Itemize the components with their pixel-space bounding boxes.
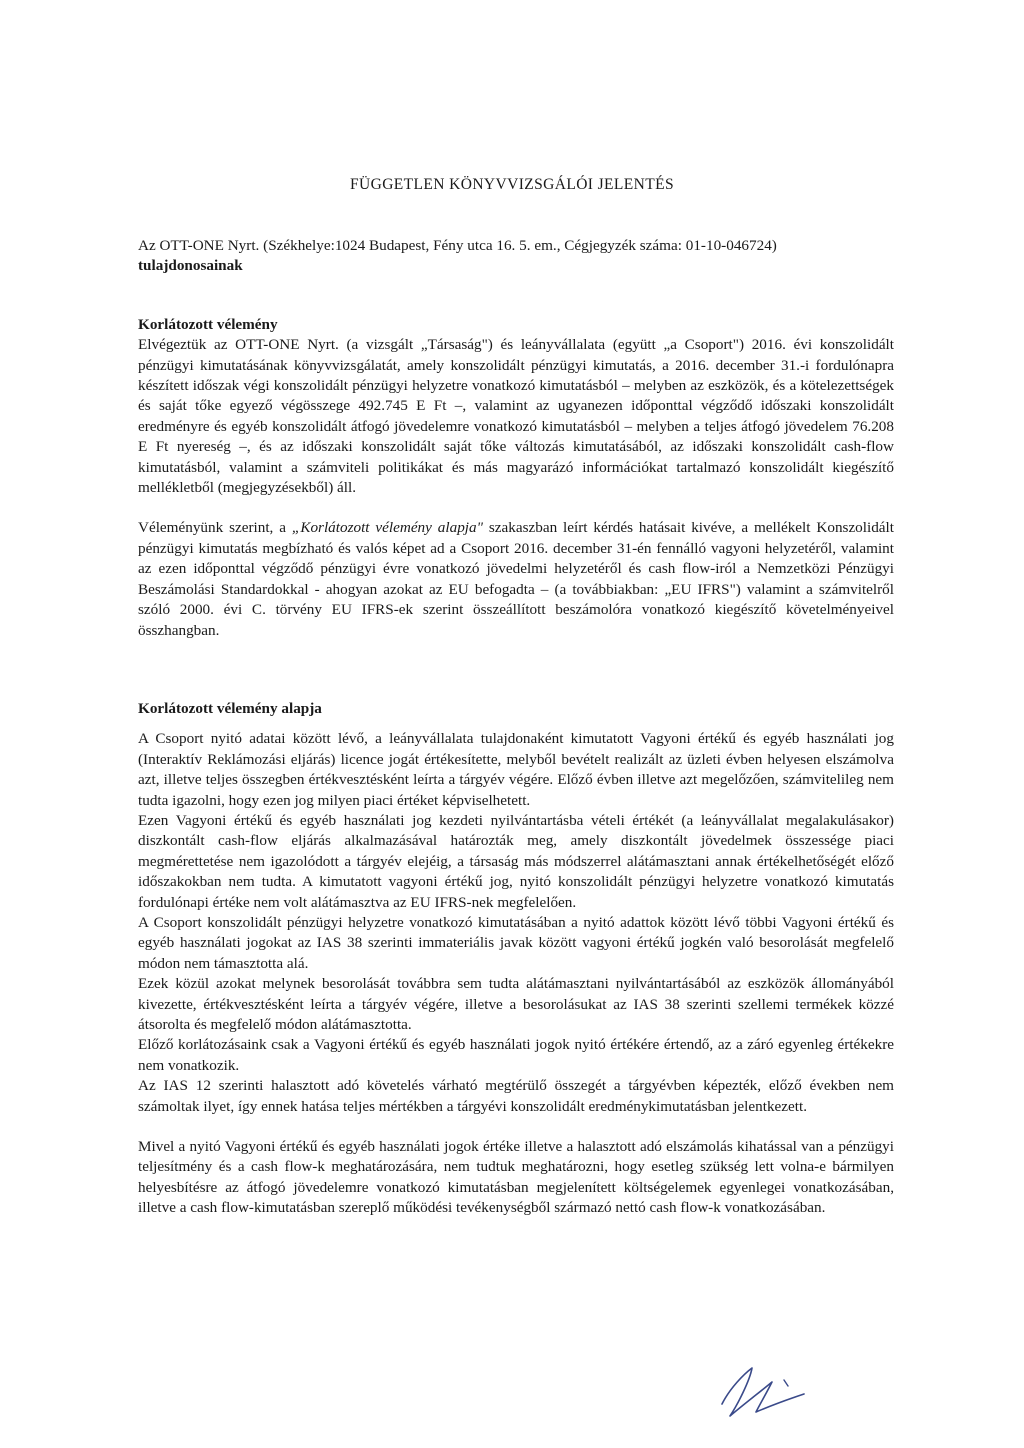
basis-paragraph-4: Ezek közül azokat melynek besorolását továbbra sem tudta alátámasztani nyilvántartásából az eszközök állományából kivezette, értékvesztésként leírta a tárgyév végére, illetve a besorolásukat az IAS 38 szerinti szellemi termékek közzé átsorolta és megfelelő módon alátámasztotta. (138, 975, 894, 1033)
handwritten-signature-icon (700, 1360, 820, 1422)
section-heading-opinion: Korlátozott vélemény (138, 315, 278, 333)
basis-paragraph-5: Előző korlátozásaink csak a Vagyoni értékű és egyéb használati jogok nyitó értékére értendő, az a záró egyenleg értékekre nem vonatkozik. (138, 1036, 894, 1074)
report-body (138, 236, 894, 1219)
opinion-paragraph-1: Elvégeztük az OTT-ONE Nyrt. (a vizsgált „Társaság") és leányvállalata (együtt „a Csoport") 2016. évi konszolidált pénzügyi kimutatásának könyvvizsgálatát, amely konszolidált pénzügyi kimutatás, a 2016. december 31.-i fordulónapra készített időszak végi konszolidált pénzügyi helyzetre vonatkozó kimutatásból – melyben az eszközök, és a kötelezettségek és saját tőke egyező végösszege 492.745 E Ft –, valamint az ugyanezen időponttal végződő időszaki konszolidált eredményre és egyéb konszolidált átfogó jövedelemre vonatkozó kimutatásból – melyben a teljes átfogó jövedelem 76.208 E Ft nyereség –, és az időszaki konszolidált saját tőke változás kimutatásából, az időszaki konszolidált cash-flow kimutatásból, valamint a számviteli politikákat és más magyarázó információkat tartalmazó konszolidált kiegészítő mellékletből (megjegyzésekből) áll. (138, 336, 894, 497)
addressee-recipients: tulajdonosainak (138, 257, 243, 275)
section-heading-basis: Korlátozott vélemény alapja (138, 699, 322, 717)
basis-paragraph-2: Ezen Vagyoni értékű és egyéb használati jog kezdeti nyilvántartásba vételi értékét (a leányvállalat megalakulásakor) diszkontált cash-flow eljárás alkalmazásával határozták meg, amely diszkontált jövedelmek összessége piaci megmérettetése nem igazolódott a tárgyév elejéig, a társaság más módszerrel alátámasztani annak értékelhetőségét előző időszakokban nem tudta. A kimutatott vagyoni értékű jog, nyitó konszolidált pénzügyi helyzetre vonatkozó kimutatás fordulónapi értéke nem volt alátámasztva az EU IFRS-nek megfelelően. (138, 811, 894, 911)
basis-paragraph-3: A Csoport konszolidált pénzügyi helyzetre vonatkozó kimutatásában a nyitó adattok között lévő többi Vagyoni értékű és egyéb használati jogokat az IAS 38 szerinti immateriális javak között vagyoni értékű jogkén való besorolását megfelelő módon nem támasztotta alá. (138, 913, 894, 972)
opinion-paragraph-2-reference: „Korlátozott vélemény alapja" (291, 519, 483, 537)
addressee-line: Az OTT-ONE Nyrt. (Székhelye:1024 Budapest, Fény utca 16. 5. em., Cégjegyzék száma: 01-10-046724) (138, 237, 777, 254)
report-title: FÜGGETLEN KÖNYVVIZSGÁLÓI JELENTÉS (349, 176, 675, 193)
opinion-paragraph-2-lead: Véleményünk szerint, a (138, 519, 292, 537)
opinion-paragraph-2-rest: szakaszban leírt kérdés hatásait kivéve, a mellékelt Konszolidált pénzügyi kimutatás megbízható és valós képet ad a Csoport 2016. december 31-én fennálló vagyoni helyzetéről, valamint az ezen időponttal végződő pénzügyi évre vonatkozó jövedelmi helyzetéről és cash flow-iról a Nemzetközi Pénzügyi Beszámolási Standardokkal - ahogyan azokat az EU befogadta – (a továbbiakban: „EU IFRS") valamint a számvitelről szóló 2000. évi C. törvény EU IFRS-ek szerint összeállított beszámolóra vonatkozó kiegészítő követelményeivel összhangban. (138, 519, 894, 639)
basis-paragraph-6: Az IAS 12 szerinti halasztott adó követelés várható megtérülő összegét a tárgyévben képezték, előző években nem számoltak ilyet, így ennek hatása teljes mértékben a tárgyévi konszolidált eredménykimutatásban jelentkezett. (138, 1077, 894, 1115)
opinion-paragraph-2 (138, 518, 894, 640)
basis-paragraph-7: Mivel a nyitó Vagyoni értékű és egyéb használati jogok értéke illetve a halasztott adó elszámolás kihatással van a pénzügyi teljesítmény és a cash flow-k meghatározására, nem tudtuk meghatározni, hogy esetleg szükség lett volna-e bármilyen helyesbítésre az átfogó jövedelemre vonatkozó kimutatásban megjelenített költségelemek egyenlegei vonatkozásában, illetve a cash flow-kimutatásban szereplő működési tevékenységből származó nettó cash flow-k vonatkozásában. (138, 1138, 894, 1217)
basis-paragraph-1: A Csoport nyitó adatai között lévő, a leányvállalata tulajdonaként kimutatott Vagyoni értékű és egyéb használati jog (Interaktív Reklámozási eljárás) licence jogát értékesítette, melyből bevételt realizált az üzleti évben helyesen elszámolva azt, illetve teljes összegben értékvesztésként leírta a tárgyév végére. Előző évben illetve azt megelőzően, számvitelileg nem tudta igazolni, hogy ezen jog milyen piaci értéket képviselhetett. (138, 730, 894, 809)
